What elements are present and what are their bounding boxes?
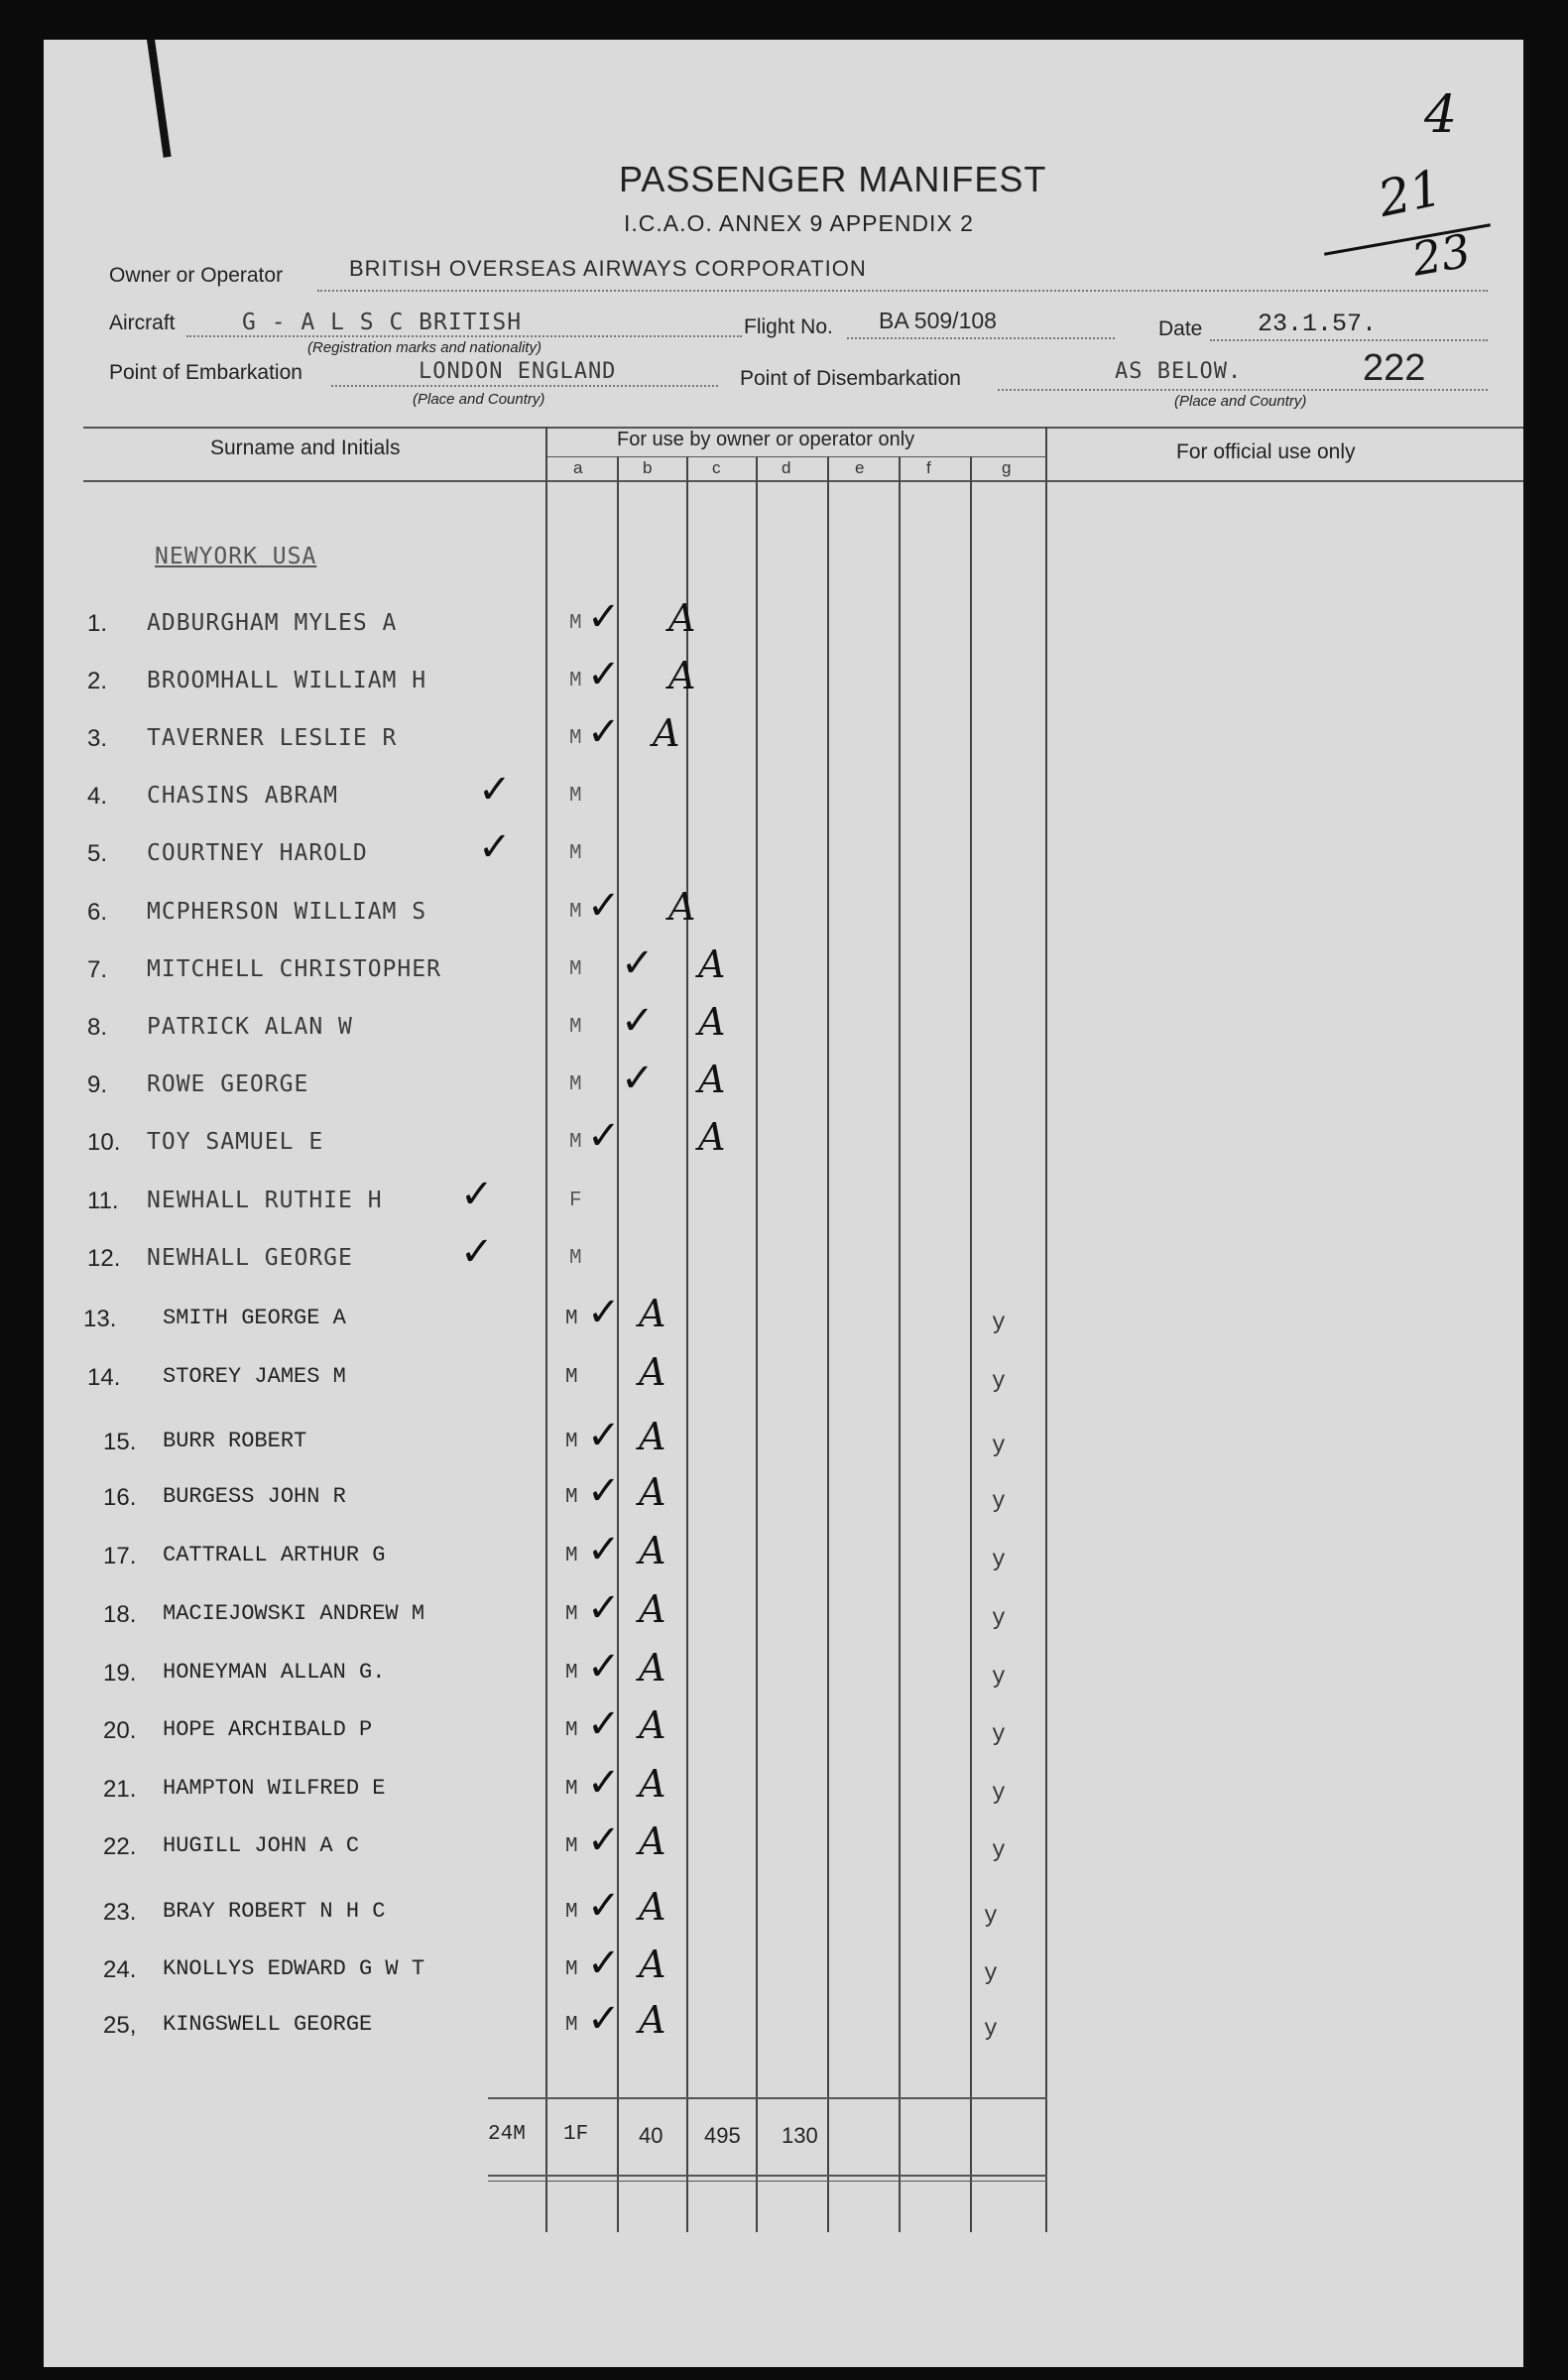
destination-heading: NEWYORK USA	[155, 544, 317, 569]
aircraft-value: G - A L S C BRITISH	[242, 310, 523, 335]
check-mark: ✓	[587, 1760, 621, 1806]
status-code: A	[639, 1292, 666, 1335]
check-mark: ✓	[587, 883, 621, 929]
check-mark: ✓	[587, 1113, 621, 1159]
row-number: 1.	[87, 610, 108, 637]
status-code: A	[639, 1885, 666, 1929]
passenger-name: BURGESS JOHN R	[163, 1484, 346, 1509]
corner-mark-2: 21	[1373, 159, 1447, 228]
place-note-2: (Place and Country)	[1174, 393, 1307, 410]
sub-col-letter-f: f	[926, 458, 931, 477]
check-mark: ✓	[478, 824, 512, 870]
check-mark: ✓	[587, 594, 621, 640]
col-header-official: For official use only	[1176, 440, 1356, 463]
page-number: 222	[1363, 347, 1426, 389]
passenger-sex: M	[565, 1719, 578, 1742]
aircraft-dotline	[186, 335, 742, 337]
row-number: 10.	[87, 1129, 121, 1156]
row-number: 21.	[103, 1776, 137, 1803]
totals-top-line	[488, 2097, 1047, 2099]
status-code: A	[639, 1415, 666, 1458]
sub-col-letter-c: c	[712, 458, 721, 477]
row-number: 24.	[103, 1956, 137, 1983]
passenger-sex: M	[565, 1603, 578, 1626]
flight-value: BA 509/108	[879, 308, 997, 333]
col-line-e	[899, 456, 901, 2232]
passenger-sex: M	[565, 1486, 578, 1509]
row-number: 2.	[87, 668, 108, 694]
passenger-sex: M	[565, 2014, 578, 2037]
passenger-name: CATTRALL ARTHUR G	[163, 1543, 386, 1567]
page-title: PASSENGER MANIFEST	[619, 159, 1047, 199]
passenger-name: MCPHERSON WILLIAM S	[147, 899, 427, 925]
status-code: A	[639, 1470, 666, 1514]
passenger-name: KINGSWELL GEORGE	[163, 2012, 373, 2037]
status-code: A	[668, 654, 696, 697]
check-mark: ✓	[587, 652, 621, 697]
date-dotline	[1210, 339, 1488, 341]
check-mark: ✓	[460, 1172, 494, 1217]
row-number: 17.	[103, 1543, 137, 1569]
date-value: 23.1.57.	[1258, 310, 1378, 338]
passenger-name: ADBURGHAM MYLES A	[147, 610, 398, 636]
passenger-name: HUGILL JOHN A C	[163, 1833, 360, 1858]
passenger-sex: M	[569, 670, 582, 692]
corner-mark-1: 4	[1424, 85, 1458, 145]
row-number: 16.	[103, 1484, 137, 1511]
column-g-mark: y	[984, 1903, 998, 1929]
passenger-name: SMITH GEORGE A	[163, 1306, 346, 1330]
passenger-name: NEWHALL RUTHIE H	[147, 1188, 383, 1213]
status-code: A	[653, 711, 680, 755]
sub-col-letter-g: g	[1002, 458, 1012, 477]
passenger-sex: M	[569, 1247, 582, 1270]
col-header-surname: Surname and Initials	[210, 437, 401, 459]
passenger-sex: M	[565, 1366, 578, 1389]
check-mark: ✓	[587, 1527, 621, 1572]
passenger-sex: M	[565, 1662, 578, 1685]
totals-bottom-line-2	[488, 2181, 1047, 2182]
row-number: 6.	[87, 899, 108, 926]
col-line-f	[970, 456, 972, 2232]
passenger-sex: M	[569, 958, 582, 981]
passenger-name: KNOLLYS EDWARD G W T	[163, 1956, 425, 1981]
passenger-sex: M	[569, 901, 582, 924]
status-code: A	[698, 942, 726, 986]
passenger-sex: M	[569, 1016, 582, 1039]
status-code: A	[639, 1703, 666, 1747]
status-code: A	[668, 885, 696, 929]
column-g-mark: y	[992, 1310, 1006, 1335]
header-bottom-line	[83, 480, 1523, 482]
owner-label: Owner or Operator	[109, 264, 284, 287]
row-number: 12.	[87, 1245, 121, 1272]
col-line-g	[1045, 427, 1047, 2232]
check-mark: ✓	[587, 1290, 621, 1335]
check-mark: ✓	[587, 1468, 621, 1514]
status-code: A	[639, 1350, 666, 1394]
check-mark: ✓	[621, 940, 655, 986]
passenger-name: BROOMHALL WILLIAM H	[147, 668, 427, 693]
status-code: A	[639, 1529, 666, 1572]
check-mark: ✓	[587, 1996, 621, 2042]
row-number: 7.	[87, 956, 108, 983]
page-subtitle: I.C.A.O. ANNEX 9 APPENDIX 2	[624, 210, 974, 236]
column-g-mark: y	[992, 1433, 1006, 1458]
column-g-mark: y	[992, 1605, 1006, 1631]
passenger-sex: M	[565, 1901, 578, 1924]
embark-value: LONDON ENGLAND	[419, 359, 617, 384]
total-b: 40	[639, 2123, 663, 2148]
status-code: A	[698, 1115, 726, 1159]
status-code: A	[639, 1762, 666, 1806]
check-mark: ✓	[587, 1817, 621, 1863]
passenger-name: BURR ROBERT	[163, 1429, 307, 1453]
total-males: 24M	[488, 2123, 526, 2146]
sub-col-letter-e: e	[855, 458, 865, 477]
status-code: A	[668, 596, 696, 640]
passenger-sex: F	[569, 1190, 582, 1212]
passenger-sex: M	[565, 1778, 578, 1801]
check-mark: ✓	[587, 1585, 621, 1631]
passenger-name: HOPE ARCHIBALD P	[163, 1717, 373, 1742]
passenger-sex: M	[569, 1073, 582, 1096]
passenger-sex: M	[569, 785, 582, 808]
manifest-sheet	[44, 40, 1523, 2367]
row-number: 20.	[103, 1717, 137, 1744]
passenger-name: MACIEJOWSKI ANDREW M	[163, 1601, 425, 1626]
check-mark: ✓	[587, 1941, 621, 1986]
column-g-mark: y	[984, 1960, 998, 1986]
check-mark: ✓	[587, 1883, 621, 1929]
place-note-1: (Place and Country)	[413, 391, 545, 408]
status-code: A	[698, 1058, 726, 1101]
passenger-sex: M	[565, 1308, 578, 1330]
passenger-sex: M	[569, 842, 582, 865]
row-number: 23.	[103, 1899, 137, 1926]
column-g-mark: y	[992, 1780, 1006, 1806]
column-g-mark: y	[992, 1488, 1006, 1514]
row-number: 14.	[87, 1364, 121, 1391]
status-code: A	[698, 1000, 726, 1044]
row-number: 22.	[103, 1833, 137, 1860]
passenger-name: CHASINS ABRAM	[147, 783, 339, 809]
corner-mark-3: 23	[1407, 223, 1475, 287]
owner-value: BRITISH OVERSEAS AIRWAYS CORPORATION	[349, 256, 867, 281]
column-g-mark: y	[992, 1368, 1006, 1394]
col-header-owner-use: For use by owner or operator only	[617, 429, 915, 450]
passenger-name: HAMPTON WILFRED E	[163, 1776, 386, 1801]
row-number: 3.	[87, 725, 108, 752]
row-number: 13.	[83, 1306, 117, 1332]
row-number: 18.	[103, 1601, 137, 1628]
passenger-name: TOY SAMUEL E	[147, 1129, 324, 1155]
passenger-name: ROWE GEORGE	[147, 1071, 309, 1097]
row-number: 19.	[103, 1660, 137, 1687]
passenger-name: TAVERNER LESLIE R	[147, 725, 398, 751]
registration-note: (Registration marks and nationality)	[307, 339, 542, 356]
sub-col-letter-a: a	[573, 458, 583, 477]
status-code: A	[639, 1587, 666, 1631]
date-label: Date	[1158, 317, 1203, 340]
disembark-label: Point of Disembarkation	[740, 367, 961, 390]
passenger-name: BRAY ROBERT N H C	[163, 1899, 386, 1924]
check-mark: ✓	[621, 1056, 655, 1101]
passenger-name: HONEYMAN ALLAN G.	[163, 1660, 386, 1685]
row-number: 4.	[87, 783, 108, 810]
status-code: A	[639, 1998, 666, 2042]
totals-bottom-line	[488, 2175, 1047, 2177]
check-mark: ✓	[587, 1413, 621, 1458]
row-number: 8.	[87, 1014, 108, 1041]
sub-col-letter-b: b	[643, 458, 653, 477]
row-number: 5.	[87, 840, 108, 867]
status-code: A	[639, 1819, 666, 1863]
passenger-sex: M	[565, 1545, 578, 1567]
passenger-name: NEWHALL GEORGE	[147, 1245, 353, 1271]
check-mark: ✓	[587, 1644, 621, 1690]
embark-label: Point of Embarkation	[109, 361, 302, 384]
corner-pen-stroke	[147, 40, 172, 158]
check-mark: ✓	[460, 1229, 494, 1275]
column-g-mark: y	[992, 1721, 1006, 1747]
passenger-sex: M	[565, 1958, 578, 1981]
aircraft-label: Aircraft	[109, 312, 176, 334]
row-number: 11.	[87, 1188, 119, 1214]
check-mark: ✓	[587, 1701, 621, 1747]
total-d: 130	[782, 2123, 818, 2148]
col-line-b	[686, 456, 688, 2232]
passenger-sex: M	[565, 1431, 578, 1453]
passenger-name: PATRICK ALAN W	[147, 1014, 353, 1040]
column-g-mark: y	[992, 1547, 1006, 1572]
flight-dotline	[847, 337, 1115, 339]
owner-dotline	[317, 290, 1488, 292]
passenger-name: MITCHELL CHRISTOPHER	[147, 956, 441, 982]
row-number: 9.	[87, 1071, 108, 1098]
embark-dotline	[331, 385, 718, 387]
status-code: A	[639, 1942, 666, 1986]
disembark-value: AS BELOW.	[1115, 359, 1243, 384]
flight-label: Flight No.	[744, 315, 833, 338]
passenger-name: STOREY JAMES M	[163, 1364, 346, 1389]
total-c: 495	[704, 2123, 741, 2148]
status-code: A	[639, 1646, 666, 1690]
passenger-sex: M	[565, 1835, 578, 1858]
check-mark: ✓	[621, 998, 655, 1044]
check-mark: ✓	[478, 767, 512, 813]
check-mark: ✓	[587, 709, 621, 755]
col-line-surname	[545, 427, 547, 2232]
passenger-name: COURTNEY HAROLD	[147, 840, 368, 866]
passenger-sex: M	[569, 1131, 582, 1154]
column-g-mark: y	[992, 1664, 1006, 1690]
col-line-d	[827, 456, 829, 2232]
col-line-c	[756, 456, 758, 2232]
row-number: 15.	[103, 1429, 137, 1455]
column-g-mark: y	[984, 2016, 998, 2042]
row-number: 25,	[103, 2012, 137, 2039]
column-g-mark: y	[992, 1837, 1006, 1863]
passenger-sex: M	[569, 727, 582, 750]
passenger-sex: M	[569, 612, 582, 635]
total-females: 1F	[563, 2123, 589, 2146]
sub-col-letter-d: d	[782, 458, 791, 477]
